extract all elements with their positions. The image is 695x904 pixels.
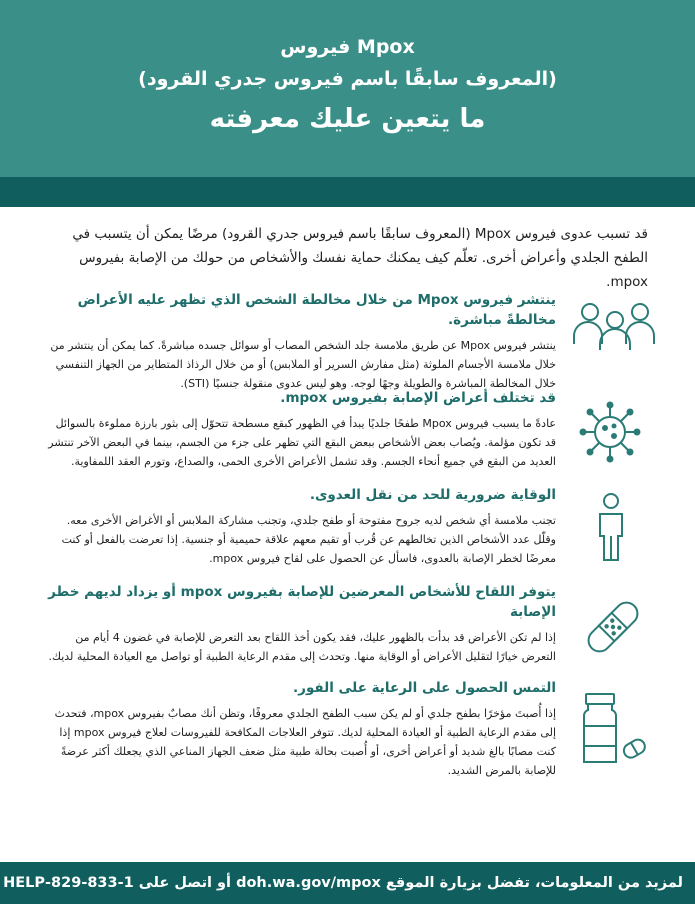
header-banner xyxy=(0,0,695,177)
section-body: تجنب ملامسة أي شخص لديه جروح مفتوحة أو طفح جلدي، وتجنب مشاركة الملابس أو الأغراض الأخرى معه. وقلّل عدد الأشخاص الذين تخالطهم عن قُرب أو تقيم معهم علاقة حميمية أو جنسية. إذا تعرضت بالفعل أو كنت معرضًا لخطر الإصابة بالعدوى، فاسأل عن الحصول على لقاح فيروس mpox. xyxy=(61,514,556,565)
section-transmission xyxy=(48,290,556,393)
header-divider-bar xyxy=(0,177,695,207)
section-body: عادةً ما يسبب فيروس Mpox طفحًا جلديًا يبدأ في الظهور كبقع مسطحة تتحوّل إلى بثور بارزة مملوءة بالسوائل قد تكون مؤلمة. ويُصاب بعض الأشخاص ببعض البقع التي تظهر على جزء من الجسم، بينما في البعض الآخر تنتشر العديد من البقع في جميع أنحاء الجسم. وقد تشمل الأعراض الأخرى الحمى، والصداع، وتورم العقد اللمفاوية. xyxy=(48,417,556,468)
people-icon xyxy=(570,300,660,350)
section-body: ينتشر فيروس Mpox عن طريق ملامسة جلد الشخص المصاب أو سوائل جسده مباشرةً. كما يمكن أن ينتشر من خلال ملامسة الأجسام الملوثة (مثل مفارش السرير أو الملابس) أو من خلال الرذاذ المتطاير من الجهاز التنفسي خلال المخالطة المباشرة والطويلة وجهًا لوجه. وهو ليس عدوى منقولة جنسيًا (STI). xyxy=(50,339,556,390)
header-title-line2: (المعروف سابقًا باسم فيروس جدري القرود) xyxy=(138,68,557,90)
section-heading: يتوفر اللقاح للأشخاص المعرضين للإصابة بفيروس mpox أو يزداد لديهم خطر الإصابة xyxy=(48,584,556,620)
section-heading: قد تختلف أعراض الإصابة بفيروس mpox. xyxy=(280,390,556,406)
section-symptoms xyxy=(48,388,556,471)
header-subtitle: ما يتعين عليك معرفته xyxy=(209,104,486,134)
header-title-line1: فيروس Mpox xyxy=(280,36,415,58)
intro-paragraph: قد تسبب عدوى فيروس Mpox (المعروف سابقًا باسم فيروس جدري القرود) مرضًا يمكن أن يتسبب في الطفح الجلدي وأعراض أخرى. تعلّم كيف يمكنك حماية نفسك والأشخاص من حولك من الإصابة بفيروس mpox. xyxy=(72,226,648,290)
medicine-icon xyxy=(580,690,650,770)
person-icon xyxy=(594,492,628,562)
bandage-icon xyxy=(578,592,648,662)
section-heading: الوقاية ضرورية للحد من نقل العدوى. xyxy=(309,487,556,503)
section-heading: التمس الحصول على الرعاية على الفور. xyxy=(293,680,556,696)
footer-contact-bar: لمزيد من المعلومات، تفضل بزيارة الموقع doh.wa.gov/mpox أو اتصل على 1-833-829-HELP xyxy=(0,862,695,904)
section-heading: ينتشر فيروس Mpox من خلال مخالطة الشخص الذي تظهر عليه الأعراض مخالطةً مباشرة. xyxy=(77,292,556,328)
section-prevention xyxy=(48,485,556,568)
section-vaccine xyxy=(48,582,556,666)
section-body: إذا أُصبتَ مؤخرًا بطفح جلدي أو لم يكن سبب الطفح الجلدي معروفًا، وتظن أنك مصابٌ بفيروس mpox، فتحدث إلى مقدم الرعاية الطبية أو العيادة المحلية لديك. تتوفر العلاجات المكافحة للفيروسات لعلاج فيروس mpox إذا كنت مصابًا بالغ شديد أو أعراض أخرى، أو أُصبت بحالة طبية مثل ضعف الجهاز المناعي الذي يجعلك أكثر عرضةً للإصابة بالمرض الشديد. xyxy=(54,707,556,777)
section-body: إذا لم تكن الأعراض قد بدأت بالظهور عليك، فقد يكون أخذ اللقاح بعد التعرض للإصابة في غضون 4 أيام من التعرض خيارًا لتقليل الأعراض أو الوقاية منها. وتحدث إلى مقدم الرعاية الطبية أو تواصل مع العيادة المحلية لديك. xyxy=(48,631,556,663)
virus-icon xyxy=(578,400,642,464)
section-care xyxy=(48,678,556,780)
